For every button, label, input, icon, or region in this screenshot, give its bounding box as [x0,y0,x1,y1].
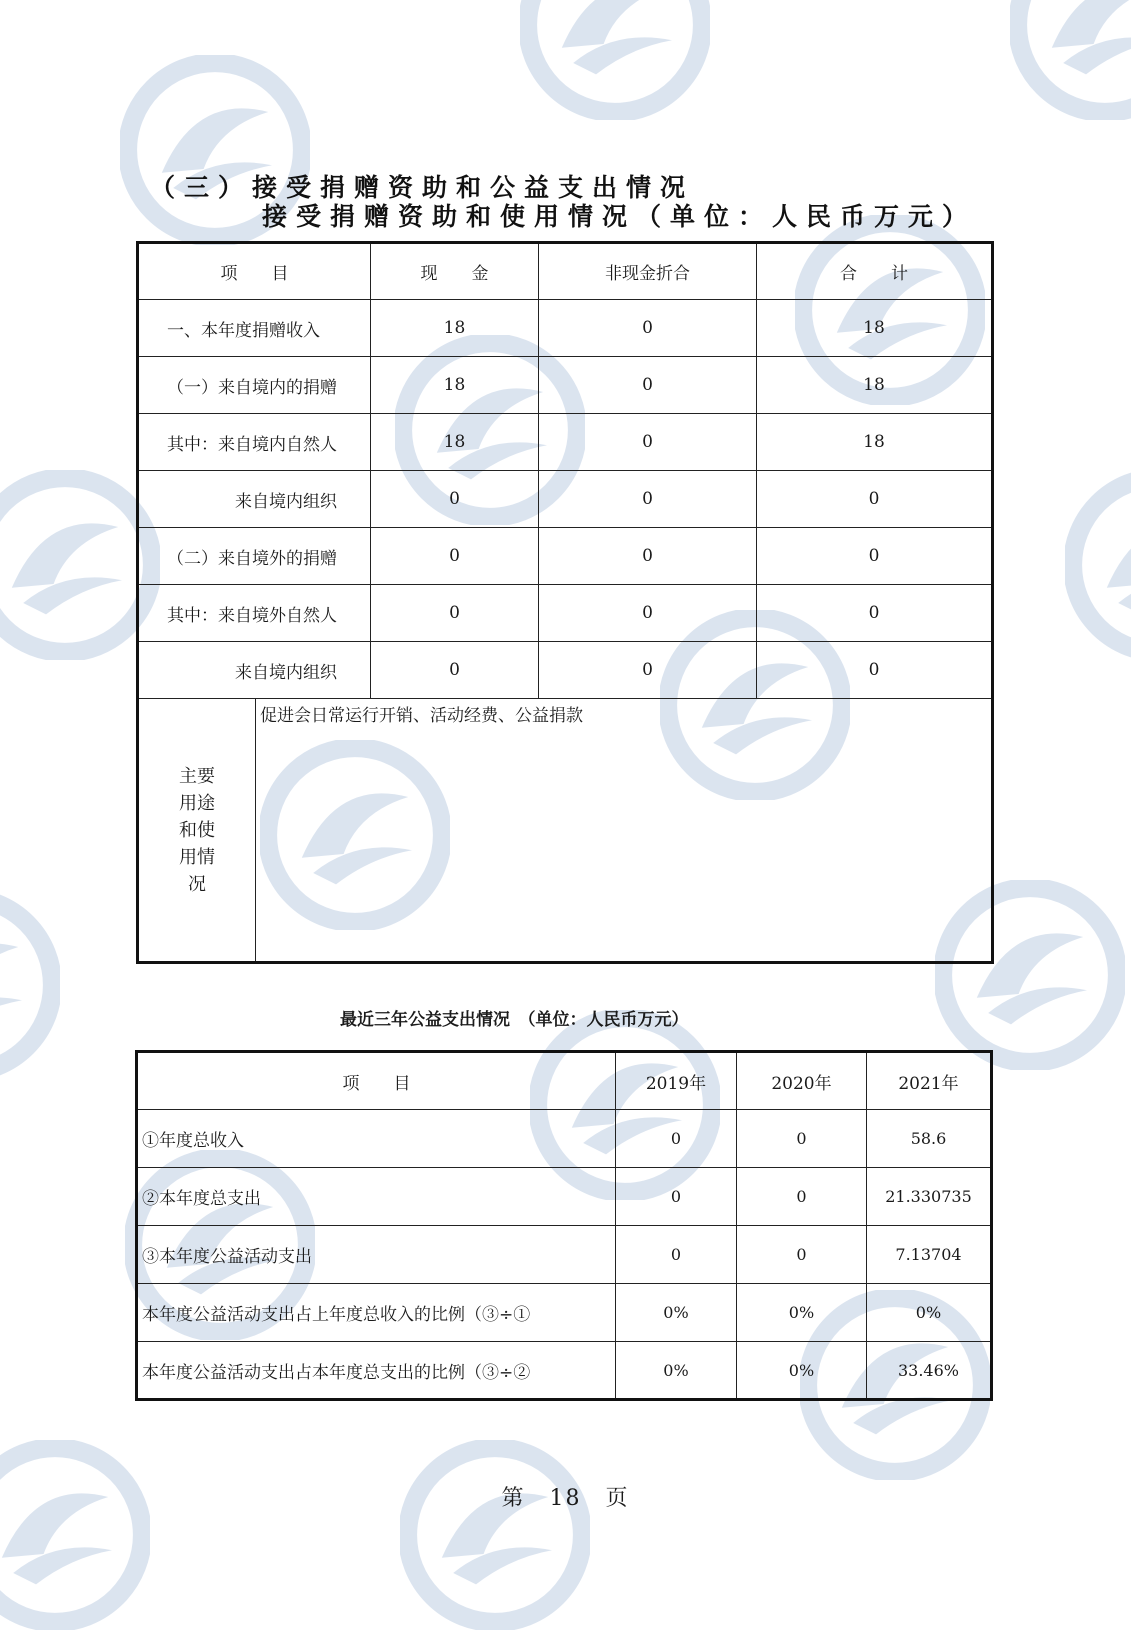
seal-icon [520,0,710,120]
cell-total: 18 [757,300,993,357]
cell-2021: 0% [867,1284,992,1342]
header-cash: 现 金 [371,243,539,300]
cell-2021: 58.6 [867,1110,992,1168]
usage-label-line: 况 [188,873,206,895]
cell-noncash: 0 [539,585,757,642]
seal-icon [400,1440,590,1630]
cell-2020: 0 [737,1168,867,1226]
watermark-seal [1065,470,1131,660]
seal-icon [0,890,60,1080]
watermark-seal [520,0,710,120]
table-row [138,357,993,414]
usage-label [138,699,256,963]
cell-total: 0 [757,642,993,699]
cell-2019: 0% [616,1284,737,1342]
header-item: 项 目 [137,1052,616,1110]
seal-icon [1010,0,1131,120]
table-header-row [138,243,993,300]
expense-table-title: 最近三年公益支出情况 （单位：人民币万元） [340,1010,689,1030]
table-row [137,1110,992,1168]
row-label: ②本年度总支出 [137,1168,616,1226]
usage-label-line: 主要 [179,765,215,787]
cell-cash: 0 [371,642,539,699]
watermark-seal [400,1440,590,1630]
table-row [137,1168,992,1226]
table-row [137,1226,992,1284]
cell-total: 18 [757,414,993,471]
cell-2020: 0% [737,1342,867,1400]
donation-table [136,241,994,964]
cell-noncash: 0 [539,642,757,699]
table-row [138,585,993,642]
table-title: 接受捐赠资助和使用情况（单位：人民币万元） [262,202,977,231]
cell-cash: 18 [371,414,539,471]
row-label: ③本年度公益活动支出 [137,1226,616,1284]
cell-2020: 0% [737,1284,867,1342]
cell-2020: 0 [737,1226,867,1284]
cell-cash: 0 [371,471,539,528]
cell-cash: 18 [371,300,539,357]
cell-noncash: 0 [539,357,757,414]
table-row [137,1342,992,1400]
usage-label-line: 用情 [179,846,215,868]
header-2020: 2020年 [737,1052,867,1110]
section-heading: （三）接受捐赠资助和公益支出情况 [150,173,695,202]
cell-total: 0 [757,471,993,528]
row-label: 其中：来自境外自然人 [138,585,371,642]
watermark-seal [0,1440,150,1630]
watermark-seal [0,890,60,1080]
cell-2019: 0 [616,1226,737,1284]
cell-noncash: 0 [539,300,757,357]
row-label: 来自境内组织 [138,642,371,699]
cell-noncash: 0 [539,528,757,585]
row-label: 来自境内组织 [138,471,371,528]
cell-2020: 0 [737,1110,867,1168]
cell-cash: 0 [371,528,539,585]
table-row [137,1284,992,1342]
watermark-seal [1010,0,1131,120]
cell-2021: 33.46% [867,1342,992,1400]
usage-label-line: 用途 [179,792,215,814]
row-label: （二）来自境外的捐赠 [138,528,371,585]
cell-cash: 0 [371,585,539,642]
cell-total: 18 [757,357,993,414]
table-row [138,642,993,699]
cell-2019: 0 [616,1168,737,1226]
expense-table [135,1050,993,1401]
table-row [138,471,993,528]
row-label: 本年度公益活动支出占上年度总收入的比例（③÷① [137,1284,616,1342]
cell-total: 0 [757,528,993,585]
cell-2019: 0% [616,1342,737,1400]
row-label: ①年度总收入 [137,1110,616,1168]
cell-cash: 18 [371,357,539,414]
row-label: （一）来自境内的捐赠 [138,357,371,414]
cell-noncash: 0 [539,471,757,528]
row-label: 其中：来自境内自然人 [138,414,371,471]
header-2019: 2019年 [616,1052,737,1110]
usage-description: 促进会日常运行开销、活动经费、公益捐款 [256,699,993,963]
table-row [138,300,993,357]
header-noncash: 非现金折合 [539,243,757,300]
row-label: 一、本年度捐赠收入 [138,300,371,357]
row-label: 本年度公益活动支出占本年度总支出的比例（③÷② [137,1342,616,1400]
table-header-row [137,1052,992,1110]
header-total: 合 计 [757,243,993,300]
seal-icon [0,1440,150,1630]
header-2021: 2021年 [867,1052,992,1110]
seal-icon [1065,470,1131,660]
table-row [138,528,993,585]
usage-label-line: 和使 [179,819,215,841]
cell-noncash: 0 [539,414,757,471]
cell-2021: 7.13704 [867,1226,992,1284]
usage-row [138,699,993,963]
cell-total: 0 [757,585,993,642]
header-item: 项 目 [138,243,371,300]
cell-2019: 0 [616,1110,737,1168]
page-number: 第 18 页 [501,1486,630,1511]
cell-2021: 21.330735 [867,1168,992,1226]
table-row [138,414,993,471]
